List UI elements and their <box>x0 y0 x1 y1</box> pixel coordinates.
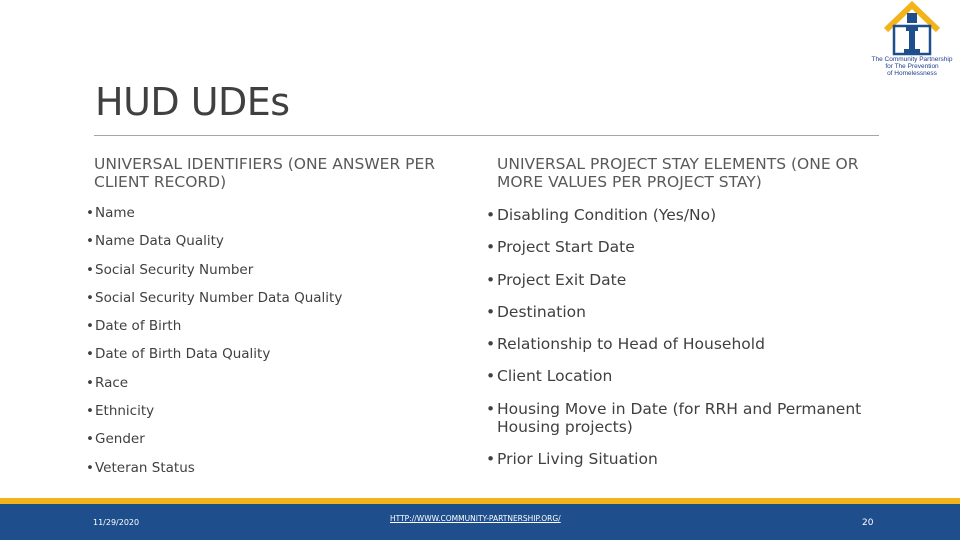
list-item: • Housing Move in Date (for RRH and Permanent Housing projects) <box>486 400 876 436</box>
footer-date: 11/29/2020 <box>93 518 140 527</box>
left-column-heading: UNIVERSAL IDENTIFIERS (ONE ANSWER PER CLIENT RECORD) <box>94 155 436 191</box>
list-item: • Gender <box>86 431 466 459</box>
list-item: • Name Data Quality <box>86 233 466 261</box>
list-item: • Date of Birth Data Quality <box>86 346 466 374</box>
list-item: • Project Exit Date <box>486 271 876 289</box>
page-number: 20 <box>862 518 874 528</box>
list-item: • Veteran Status <box>86 460 466 488</box>
universal-identifiers-list <box>86 205 466 488</box>
list-item: • Disabling Condition (Yes/No) <box>486 206 876 224</box>
house-logo-icon <box>880 0 944 56</box>
list-item: • Social Security Number Data Quality <box>86 290 466 318</box>
logo-line: The Community Partnership <box>871 56 953 63</box>
list-item: • Date of Birth <box>86 318 466 346</box>
list-item: • Prior Living Situation <box>486 450 876 468</box>
list-item: • Name <box>86 205 466 233</box>
list-item: • Client Location <box>486 367 876 385</box>
organization-logo <box>866 0 958 82</box>
list-item: • Ethnicity <box>86 403 466 431</box>
logo-line: for The Prevention <box>885 63 939 70</box>
slide-title: HUD UDEs <box>95 80 290 124</box>
list-item: • Destination <box>486 303 876 321</box>
list-item: • Project Start Date <box>486 238 876 256</box>
project-stay-elements-list <box>486 206 876 482</box>
footer-website-link[interactable]: HTTP://WWW.COMMUNITY-PARTNERSHIP.ORG/ <box>390 514 561 523</box>
title-divider <box>94 135 879 136</box>
logo-org-name <box>866 56 958 77</box>
right-column-heading: UNIVERSAL PROJECT STAY ELEMENTS (ONE OR MORE VALUES PER PROJECT STAY) <box>497 155 859 191</box>
list-item: • Social Security Number <box>86 262 466 290</box>
list-item: • Relationship to Head of Household <box>486 335 876 353</box>
list-item: • Race <box>86 375 466 403</box>
footer-accent-stripe <box>0 498 960 504</box>
logo-line: of Homelessness <box>887 70 937 77</box>
